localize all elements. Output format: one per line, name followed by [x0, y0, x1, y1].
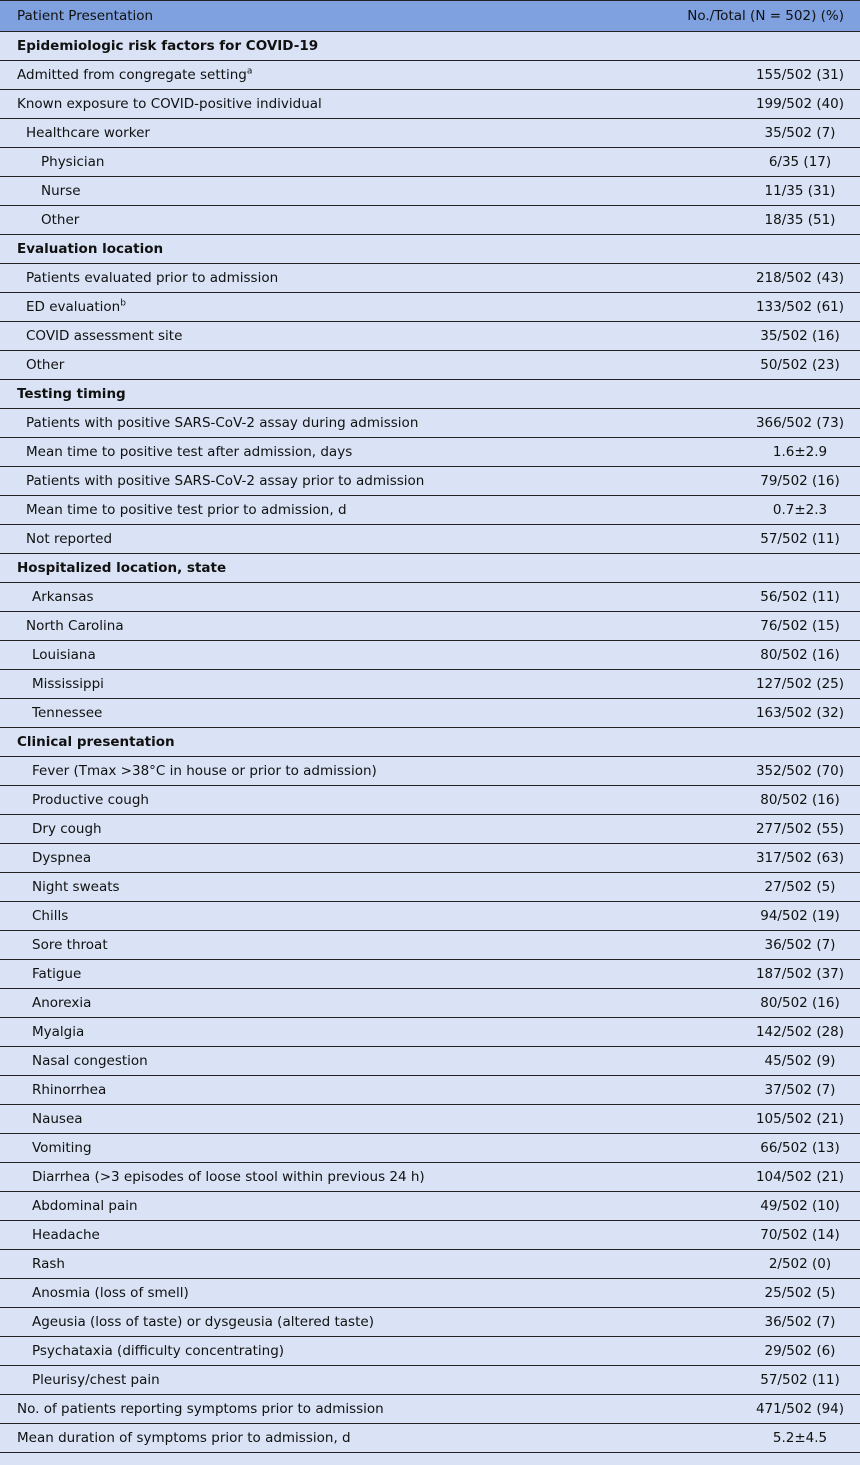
row-label-text: Mississippi	[32, 676, 104, 692]
row-label-text: Anorexia	[32, 995, 92, 1011]
row-value: 79/502 (16)	[620, 467, 860, 496]
row-label-text: Psychataxia (difficulty concentrating)	[32, 1343, 285, 1359]
row-value	[620, 728, 860, 757]
row-value: 76/502 (15)	[620, 612, 860, 641]
section-header-row	[0, 32, 860, 61]
table-row	[0, 844, 860, 873]
table-row	[0, 1134, 860, 1163]
row-label-text: Fever (Tmax >38°C in house or prior to admission)	[32, 763, 377, 779]
row-value	[620, 32, 860, 61]
table-row	[0, 351, 860, 380]
row-label-text: COVID assessment site	[26, 328, 183, 344]
table-row	[0, 525, 860, 554]
section-header-row	[0, 554, 860, 583]
table-row	[0, 757, 860, 786]
row-value: 0.7±2.3	[620, 496, 860, 525]
row-label-text: Sore throat	[32, 937, 108, 953]
row-label	[0, 1192, 620, 1221]
row-value: 80/502 (16)	[620, 641, 860, 670]
row-value: 35/502 (7)	[620, 119, 860, 148]
row-label-text: Chills	[32, 908, 69, 924]
row-label	[0, 554, 620, 583]
row-label	[0, 960, 620, 989]
table-row	[0, 409, 860, 438]
row-value: 56/502 (11)	[620, 583, 860, 612]
table-row	[0, 1221, 860, 1250]
row-label	[0, 61, 620, 90]
row-value: 142/502 (28)	[620, 1018, 860, 1047]
table-row	[0, 902, 860, 931]
row-label	[0, 612, 620, 641]
table-row	[0, 1076, 860, 1105]
row-value: 18/35 (51)	[620, 206, 860, 235]
row-label	[0, 1279, 620, 1308]
row-label-text: Healthcare worker	[26, 125, 150, 141]
row-label	[0, 1105, 620, 1134]
row-label-text: Dyspnea	[32, 850, 92, 866]
row-label-text: Patients with positive SARS-CoV-2 assay during admission	[26, 415, 419, 431]
row-value: 352/502 (70)	[620, 757, 860, 786]
row-label-text: Arkansas	[32, 589, 94, 605]
row-value: 50/502 (23)	[620, 351, 860, 380]
row-label-text: Rhinorrhea	[32, 1082, 107, 1098]
row-value	[620, 554, 860, 583]
row-value: 49/502 (10)	[620, 1192, 860, 1221]
row-value: 104/502 (21)	[620, 1163, 860, 1192]
row-value: 11/35 (31)	[620, 177, 860, 206]
row-label-text: Mean duration of symptoms prior to admission, d	[17, 1430, 351, 1446]
table-row	[0, 786, 860, 815]
row-label	[0, 293, 620, 322]
row-label-text: Physician	[41, 154, 105, 170]
row-value: 70/502 (14)	[620, 1221, 860, 1250]
row-value: 45/502 (9)	[620, 1047, 860, 1076]
row-label-text: Hospitalized location, state	[17, 560, 227, 576]
row-label	[0, 670, 620, 699]
table-row	[0, 1105, 860, 1134]
row-label-text: Night sweats	[32, 879, 120, 895]
row-label	[0, 351, 620, 380]
row-label	[0, 148, 620, 177]
section-header-row	[0, 235, 860, 264]
row-value: 37/502 (7)	[620, 1076, 860, 1105]
row-value: 36/502 (7)	[620, 1308, 860, 1337]
row-label-text: Fatigue	[32, 966, 82, 982]
row-label-text: Nausea	[32, 1111, 83, 1127]
row-value: 105/502 (21)	[620, 1105, 860, 1134]
row-label	[0, 496, 620, 525]
row-label	[0, 380, 620, 409]
table-row	[0, 1424, 860, 1453]
row-label	[0, 1337, 620, 1366]
row-label	[0, 1163, 620, 1192]
row-label	[0, 1018, 620, 1047]
row-value: 66/502 (13)	[620, 1134, 860, 1163]
row-label-text: Headache	[32, 1227, 100, 1243]
row-label	[0, 206, 620, 235]
table-row	[0, 989, 860, 1018]
row-label	[0, 815, 620, 844]
table-row	[0, 322, 860, 351]
row-label-text: ED evaluation	[26, 299, 121, 315]
row-label	[0, 873, 620, 902]
table-body	[0, 32, 860, 1453]
row-label-text: No. of patients reporting symptoms prior to admission	[17, 1401, 384, 1417]
row-label-text: Not reported	[26, 531, 113, 547]
row-value: 187/502 (37)	[620, 960, 860, 989]
row-value: 27/502 (5)	[620, 873, 860, 902]
row-value: 94/502 (19)	[620, 902, 860, 931]
row-label-text: Epidemiologic risk factors for COVID-19	[17, 38, 319, 54]
row-label	[0, 757, 620, 786]
row-label	[0, 438, 620, 467]
row-label-text: Nasal congestion	[32, 1053, 148, 1069]
row-label	[0, 1134, 620, 1163]
row-label-text: Testing timing	[17, 386, 126, 402]
row-value: 317/502 (63)	[620, 844, 860, 873]
row-label-text: Ageusia (loss of taste) or dysgeusia (altered taste)	[32, 1314, 374, 1330]
row-value: 5.2±4.5	[620, 1424, 860, 1453]
row-label	[0, 1047, 620, 1076]
row-label	[0, 467, 620, 496]
table-row	[0, 438, 860, 467]
table-row	[0, 1395, 860, 1424]
row-value: 35/502 (16)	[620, 322, 860, 351]
row-label	[0, 177, 620, 206]
row-value: 25/502 (5)	[620, 1279, 860, 1308]
row-value: 127/502 (25)	[620, 670, 860, 699]
table-row	[0, 873, 860, 902]
header-patient-presentation: Patient Presentation	[0, 1, 620, 32]
row-value: 366/502 (73)	[620, 409, 860, 438]
row-label-text: Tennessee	[32, 705, 103, 721]
row-label	[0, 264, 620, 293]
table-row	[0, 699, 860, 728]
row-label-text: Anosmia (loss of smell)	[32, 1285, 189, 1301]
row-value: 57/502 (11)	[620, 1366, 860, 1395]
row-value: 277/502 (55)	[620, 815, 860, 844]
row-value: 29/502 (6)	[620, 1337, 860, 1366]
row-label	[0, 728, 620, 757]
row-label	[0, 235, 620, 264]
row-value: 133/502 (61)	[620, 293, 860, 322]
row-label	[0, 322, 620, 351]
table-row	[0, 148, 860, 177]
row-label	[0, 32, 620, 61]
table-row	[0, 1308, 860, 1337]
row-label-text: Pleurisy/chest pain	[32, 1372, 160, 1388]
row-value: 199/502 (40)	[620, 90, 860, 119]
table-row	[0, 1192, 860, 1221]
row-label	[0, 1308, 620, 1337]
row-label	[0, 90, 620, 119]
row-value: 36/502 (7)	[620, 931, 860, 960]
row-label	[0, 786, 620, 815]
table-row	[0, 90, 860, 119]
table-row	[0, 1337, 860, 1366]
table-row	[0, 670, 860, 699]
row-value: 155/502 (31)	[620, 61, 860, 90]
row-label-text: Admitted from congregate setting	[17, 67, 247, 83]
row-value: 80/502 (16)	[620, 989, 860, 1018]
table-header-row	[0, 1, 860, 32]
row-label	[0, 902, 620, 931]
row-value	[620, 380, 860, 409]
table-row	[0, 583, 860, 612]
row-label	[0, 1221, 620, 1250]
row-label-text: Known exposure to COVID-positive individual	[17, 96, 322, 112]
row-label-text: Vomiting	[32, 1140, 92, 1156]
row-label-text: Other	[26, 357, 65, 373]
table-row	[0, 1279, 860, 1308]
row-label-text: Productive cough	[32, 792, 149, 808]
row-label-text: Mean time to positive test prior to admission, d	[26, 502, 347, 518]
row-label-text: Patients with positive SARS-CoV-2 assay prior to admission	[26, 473, 425, 489]
row-value	[620, 235, 860, 264]
table-row	[0, 496, 860, 525]
section-header-row	[0, 380, 860, 409]
table-row	[0, 293, 860, 322]
row-value: 80/502 (16)	[620, 786, 860, 815]
row-label	[0, 1395, 620, 1424]
row-label-text: Dry cough	[32, 821, 102, 837]
row-label-text: Other	[41, 212, 80, 228]
row-label-text: Diarrhea (>3 episodes of loose stool within previous 24 h)	[32, 1169, 425, 1185]
row-value: 1.6±2.9	[620, 438, 860, 467]
table-row	[0, 1018, 860, 1047]
row-label-text: Myalgia	[32, 1024, 85, 1040]
row-label	[0, 1250, 620, 1279]
table-row	[0, 815, 860, 844]
row-label	[0, 1076, 620, 1105]
table-row	[0, 960, 860, 989]
table-row	[0, 1250, 860, 1279]
table-row	[0, 1047, 860, 1076]
section-header-row	[0, 728, 860, 757]
row-value: 471/502 (94)	[620, 1395, 860, 1424]
table-row	[0, 467, 860, 496]
row-label-text: North Carolina	[26, 618, 124, 634]
row-label-text: Mean time to positive test after admission, days	[26, 444, 353, 460]
row-label	[0, 1366, 620, 1395]
row-label-text: Louisiana	[32, 647, 96, 663]
table-row	[0, 119, 860, 148]
table-row	[0, 1163, 860, 1192]
row-label-text: Nurse	[41, 183, 81, 199]
row-value: 2/502 (0)	[620, 1250, 860, 1279]
footnote-marker: a	[246, 66, 253, 77]
row-label	[0, 409, 620, 438]
footnote-marker: b	[120, 298, 126, 309]
row-label	[0, 525, 620, 554]
row-label	[0, 931, 620, 960]
row-label-text: Abdominal pain	[32, 1198, 138, 1214]
table-row	[0, 612, 860, 641]
header-count-total: No./Total (N = 502) (%)	[620, 1, 860, 32]
table-row	[0, 931, 860, 960]
row-label-text: Rash	[32, 1256, 65, 1272]
row-label	[0, 844, 620, 873]
row-value: 6/35 (17)	[620, 148, 860, 177]
row-value: 57/502 (11)	[620, 525, 860, 554]
table-row	[0, 264, 860, 293]
row-label	[0, 583, 620, 612]
table-row	[0, 641, 860, 670]
row-label	[0, 699, 620, 728]
row-label-text: Clinical presentation	[17, 734, 175, 750]
row-label	[0, 641, 620, 670]
row-label	[0, 989, 620, 1018]
row-label	[0, 119, 620, 148]
table-row	[0, 177, 860, 206]
row-value: 163/502 (32)	[620, 699, 860, 728]
table-row	[0, 1366, 860, 1395]
row-label-text: Evaluation location	[17, 241, 164, 257]
row-label	[0, 1424, 620, 1453]
table-row	[0, 61, 860, 90]
table-row	[0, 206, 860, 235]
row-label-text: Patients evaluated prior to admission	[26, 270, 279, 286]
row-value: 218/502 (43)	[620, 264, 860, 293]
